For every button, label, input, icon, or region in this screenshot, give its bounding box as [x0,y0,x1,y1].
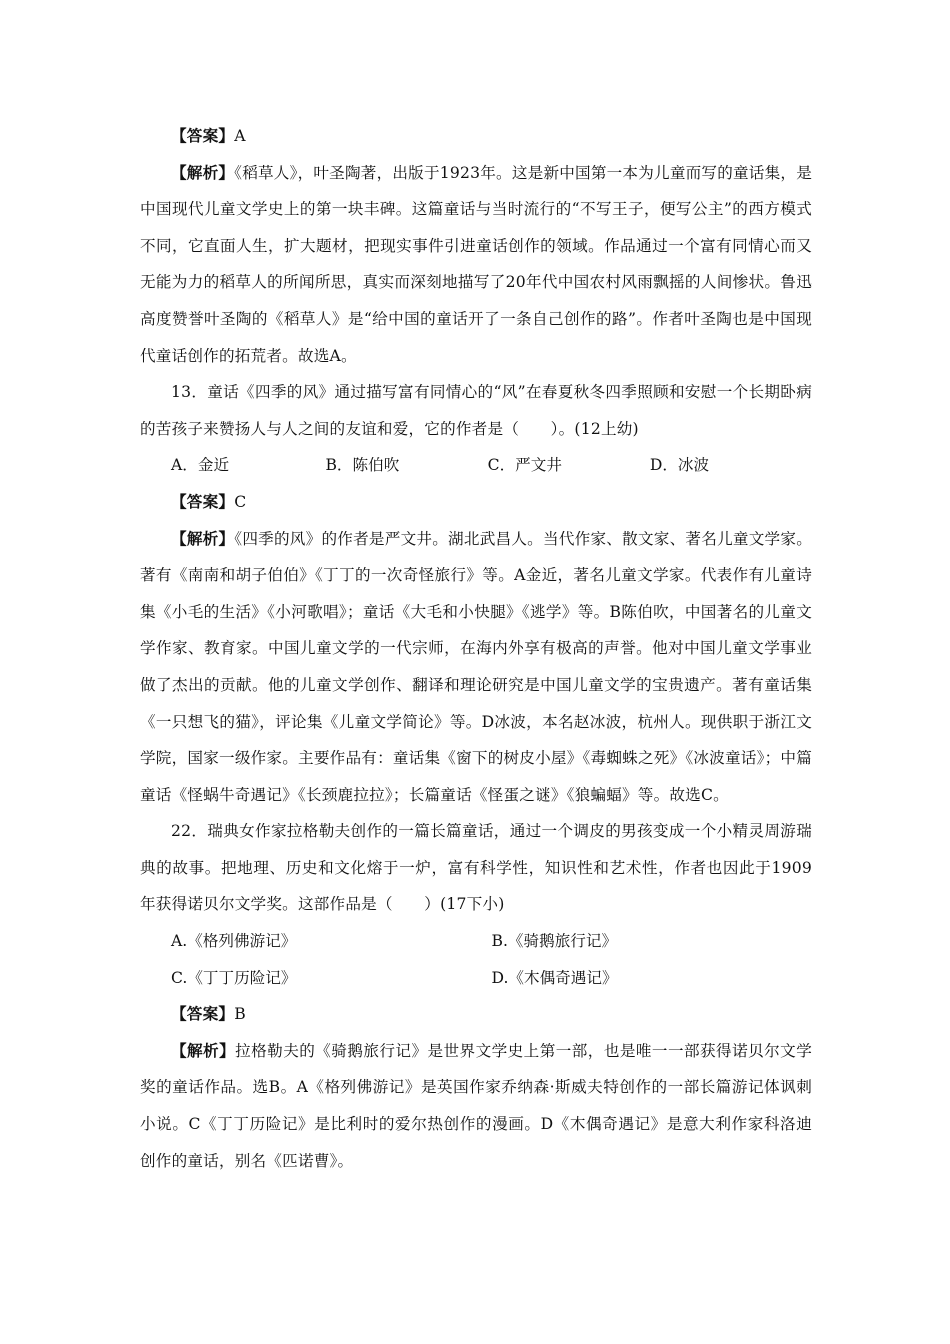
option-c: C.《丁丁历险记》 [171,968,297,987]
analysis-paragraph [140,521,812,814]
document-body [140,118,812,1179]
analysis-text: 拉格勒夫的《骑鹅旅行记》是世界文学史上第一部，也是唯一一部获得诺贝尔文学奖的童话作品。选B。A《格列佛游记》是英国作家乔纳森·斯威夫特创作的一部长篇游记体讽刺小说。C《丁丁历险记》是比利时的爱尔热创作的漫画。D《木偶奇遇记》是意大利作家科洛迪创作的童话，别名《匹诺曹》。 [140,1041,812,1170]
option-b: B．陈伯吹 [325,456,400,475]
question-22-options-row-2 [140,960,812,997]
analysis-text: 《稻草人》，叶圣陶著，出版于1923年。这是新中国第一本为儿童而写的童话集，是中国现代儿童文学史上的第一块丰碑。这篇童话与当时流行的“不写王子，便写公主”的西方模式不同，它直面人生，扩大题材，把现实事件引进童话创作的领域。作品通过一个富有同情心而又无能为力的稻草人的所闻所思，真实而深刻地描写了20年代中国农村风雨飘摇的人间惨状。鲁迅高度赞誉叶圣陶的《稻草人》是“给中国的童话开了一条自己创作的路”。作者叶圣陶也是中国现代童话创作的拓荒者。故选A。 [140,163,812,365]
answer-label: 【答案】 [171,1004,235,1024]
answer-value: A [234,127,246,145]
answer-line [140,484,812,521]
option-a: A．金近 [171,456,230,475]
question-13-options [140,447,812,484]
analysis-label: 【解析】 [171,162,235,182]
answer-line [140,996,812,1033]
option-d: D.《木偶奇遇记》 [491,968,618,987]
question-22-stem: 22．瑞典女作家拉格勒夫创作的一篇长篇童话，通过一个调皮的男孩变成一个小精灵周游瑞典的故事。把地理、历史和文化熔于一炉，富有科学性，知识性和艺术性，作者也因此于1909年获得诺贝尔文学奖。这部作品是（ ）(17下小) [140,822,812,914]
option-c: C．严文井 [487,456,562,475]
answer-line [140,118,812,155]
question-22-options-row-1 [140,923,812,960]
analysis-label: 【解析】 [171,1040,236,1060]
analysis-paragraph [140,1033,812,1179]
answer-value: B [234,1005,246,1024]
answer-value: C [234,492,247,511]
analysis-label: 【解析】 [171,528,235,548]
option-d: D．冰波 [649,456,710,475]
answer-label: 【答案】 [171,491,235,511]
option-b: B.《骑鹅旅行记》 [491,932,618,951]
analysis-paragraph [140,155,812,375]
option-a: A.《格列佛游记》 [171,932,297,951]
analysis-text: 《四季的风》的作者是严文井。湖北武昌人。当代作家、散文家、著名儿童文学家。著有《南南和胡子伯伯》《丁丁的一次奇怪旅行》等。A金近，著名儿童文学家。代表作有儿童诗集《小毛的生活》《小河歌唱》；童话《大毛和小快腿》《逃学》等。B陈伯吹，中国著名的儿童文学作家、教育家。中国儿童文学的一代宗师，在海内外享有极高的声誉。他对中国儿童文学事业做了杰出的贡献。他的儿童文学创作、翻译和理论研究是中国儿童文学的宝贵遗产。著有童话集《一只想飞的猫》，评论集《儿童文学简论》等。D冰波，本名赵冰波，杭州人。现供职于浙江文学院，国家一级作家。主要作品有：童话集《窗下的树皮小屋》《毒蜘蛛之死》《冰波童话》；中篇童话《怪蜗牛奇遇记》《长颈鹿拉拉》；长篇童话《怪蛋之谜》《狼蝙蝠》等。故选C。 [140,529,812,804]
answer-label: 【答案】 [171,126,235,145]
question-13-stem: 13．童话《四季的风》通过描写富有同情心的“风”在春夏秋冬四季照顾和安慰一个长期卧病的苦孩子来赞扬人与人之间的友谊和爱，它的作者是（ ）。(12上幼) [140,383,812,438]
